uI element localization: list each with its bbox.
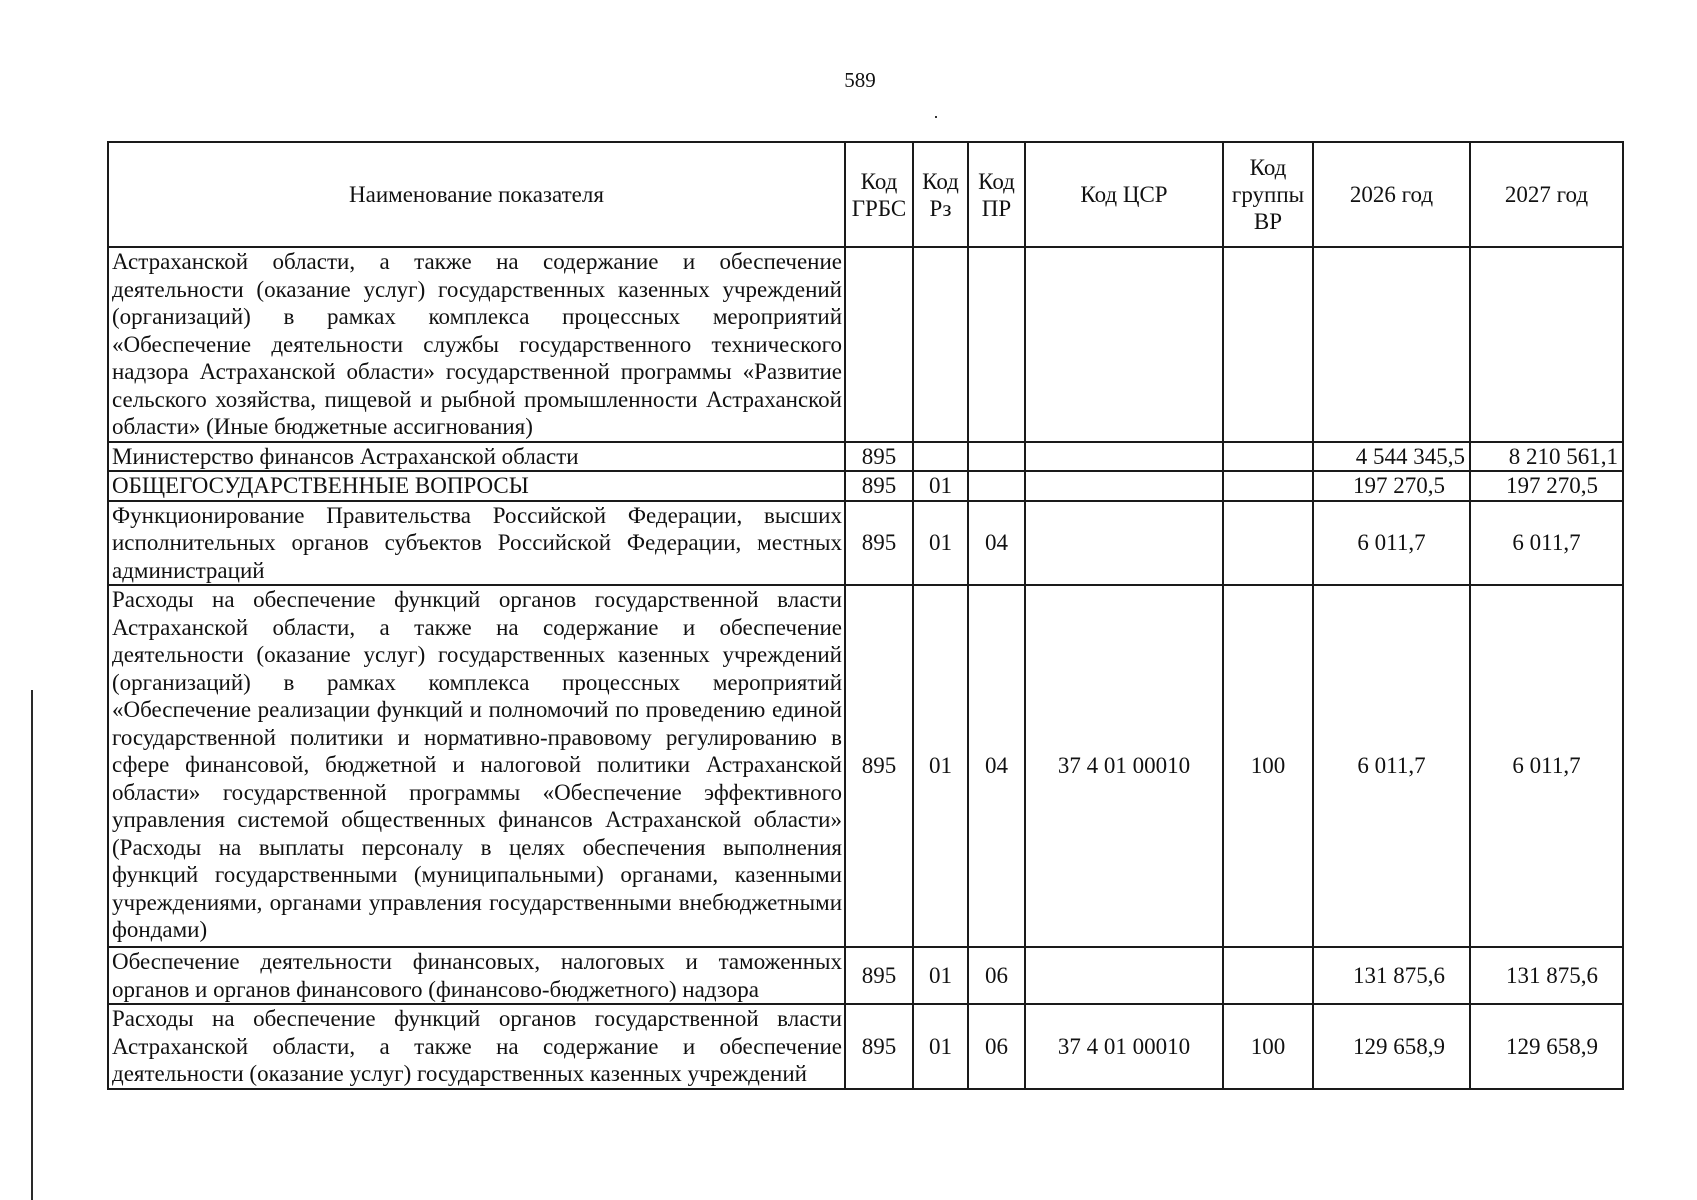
- row-grbs: 895: [845, 1004, 913, 1089]
- row-csr: [1025, 947, 1223, 1004]
- row-vr: [1223, 442, 1313, 472]
- row-pr: [968, 442, 1025, 472]
- table-row: [108, 585, 1623, 947]
- row-rz: 01: [913, 501, 968, 586]
- row-vr: [1223, 947, 1313, 1004]
- row-2027: 8 210 561,1: [1470, 442, 1623, 472]
- row-grbs: [845, 247, 913, 442]
- header-name: Наименование показателя: [108, 142, 845, 247]
- row-csr: 37 4 01 00010: [1025, 585, 1223, 947]
- row-rz: [913, 442, 968, 472]
- row-name: Министерство финансов Астраханской области: [108, 442, 845, 472]
- row-name: Функционирование Правительства Российской Федерации, высших исполнительных органов субъектов Российской Федерации, местных администраций: [108, 501, 845, 586]
- budget-table: [107, 141, 1624, 1090]
- row-2027: [1470, 247, 1623, 442]
- row-grbs: 895: [845, 442, 913, 472]
- table-row: [108, 471, 1623, 501]
- row-2027: 6 011,7: [1470, 501, 1623, 586]
- table-row: [108, 247, 1623, 442]
- row-grbs: 895: [845, 471, 913, 501]
- row-grbs: 895: [845, 947, 913, 1004]
- row-pr: 06: [968, 947, 1025, 1004]
- row-name: ОБЩЕГОСУДАРСТВЕННЫЕ ВОПРОСЫ: [108, 471, 845, 501]
- row-grbs: 895: [845, 501, 913, 586]
- table-row: [108, 442, 1623, 472]
- header-2027: 2027 год: [1470, 142, 1623, 247]
- scan-artifact-dot: [935, 116, 937, 118]
- row-pr: 06: [968, 1004, 1025, 1089]
- header-vr: Код группы ВР: [1223, 142, 1313, 247]
- row-vr: 100: [1223, 585, 1313, 947]
- row-pr: [968, 247, 1025, 442]
- row-csr: 37 4 01 00010: [1025, 1004, 1223, 1089]
- row-csr: [1025, 442, 1223, 472]
- table-row: [108, 501, 1623, 586]
- row-name: Расходы на обеспечение функций органов государственной власти Астраханской области, а также на содержание и обеспечение деятельности (оказание услуг) государственных казенных учреждений (организаций) в рамках комплекса процессных мероприятий «Обеспечение реализации функций и полномочий по проведению единой государственной политики и нормативно-правовому регулированию в сфере финансовой, бюджетной и налоговой политики Астраханской области» государственной программы «Обеспечение эффективного управления системой общественных финансов Астраханской области» (Расходы на выплаты персоналу в целях обеспечения выполнения функций государственными (муниципальными) органами, казенными учреждениями, органами управления государственными внебюджетными фондами): [108, 585, 845, 947]
- row-2026: 131 875,6: [1313, 947, 1470, 1004]
- row-grbs: 895: [845, 585, 913, 947]
- row-name: Расходы на обеспечение функций органов государственной власти Астраханской области, а также на содержание и обеспечение деятельности (оказание услуг) государственных казенных учреждений: [108, 1004, 845, 1089]
- row-2027: 6 011,7: [1470, 585, 1623, 947]
- row-2026: 4 544 345,5: [1313, 442, 1470, 472]
- row-2026: 129 658,9: [1313, 1004, 1470, 1089]
- row-name: Обеспечение деятельности финансовых, налоговых и таможенных органов и органов финансового (финансово-бюджетного) надзора: [108, 947, 845, 1004]
- row-pr: 04: [968, 585, 1025, 947]
- page-number: 589: [844, 68, 876, 92]
- row-2027: 129 658,9: [1470, 1004, 1623, 1089]
- scan-margin-line: [31, 690, 33, 1200]
- row-2026: [1313, 247, 1470, 442]
- header-csr: Код ЦСР: [1025, 142, 1223, 247]
- header-2026: 2026 год: [1313, 142, 1470, 247]
- row-2026: 6 011,7: [1313, 501, 1470, 586]
- row-2027: 197 270,5: [1470, 471, 1623, 501]
- row-2026: 197 270,5: [1313, 471, 1470, 501]
- row-vr: [1223, 471, 1313, 501]
- row-2027: 131 875,6: [1470, 947, 1623, 1004]
- row-rz: 01: [913, 1004, 968, 1089]
- row-vr: [1223, 501, 1313, 586]
- row-rz: 01: [913, 947, 968, 1004]
- row-2026: 6 011,7: [1313, 585, 1470, 947]
- row-csr: [1025, 501, 1223, 586]
- table-row: [108, 1004, 1623, 1089]
- row-csr: [1025, 247, 1223, 442]
- table-header-row: [108, 142, 1623, 247]
- row-pr: 04: [968, 501, 1025, 586]
- header-rz: Код Рз: [913, 142, 968, 247]
- row-vr: 100: [1223, 1004, 1313, 1089]
- header-grbs: Код ГРБС: [845, 142, 913, 247]
- row-pr: [968, 471, 1025, 501]
- row-vr: [1223, 247, 1313, 442]
- row-name: Астраханской области, а также на содержание и обеспечение деятельности (оказание услуг) государственных казенных учреждений (организаций) в рамках комплекса процессных мероприятий «Обеспечение деятельности службы государственного технического надзора Астраханской области» государственной программы «Развитие сельского хозяйства, пищевой и рыбной промышленности Астраханской области» (Иные бюджетные ассигнования): [108, 247, 845, 442]
- table-row: [108, 947, 1623, 1004]
- row-csr: [1025, 471, 1223, 501]
- row-rz: 01: [913, 471, 968, 501]
- header-pr: Код ПР: [968, 142, 1025, 247]
- row-rz: 01: [913, 585, 968, 947]
- row-rz: [913, 247, 968, 442]
